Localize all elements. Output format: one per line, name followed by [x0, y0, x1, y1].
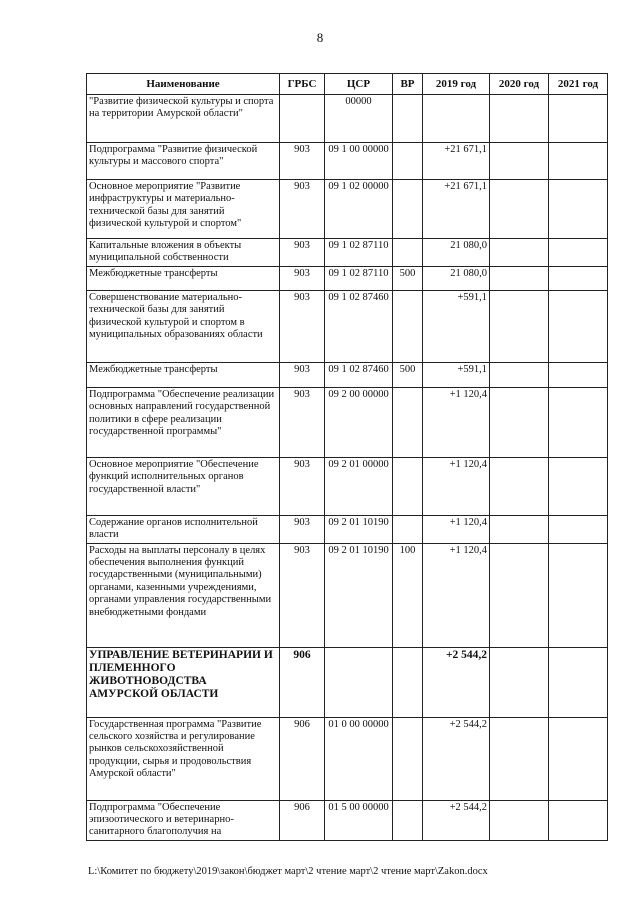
footer-file-path: L:\Комитет по бюджету\2019\закон\бюджет март\2 чтение март\2 чтение март\Zakon.docx	[88, 866, 488, 877]
row-vr-cell: 500	[393, 362, 423, 387]
row-2019-cell: +1 120,4	[423, 515, 490, 543]
table-row	[87, 800, 608, 840]
budget-table	[86, 73, 608, 841]
row-name-cell: Подпрограмма "Развитие физической культуры и массового спорта"	[87, 143, 280, 180]
row-2020-cell	[490, 290, 549, 362]
row-grbs-cell: 903	[280, 387, 325, 457]
row-2019-cell: +591,1	[423, 362, 490, 387]
row-vr-cell	[393, 717, 423, 800]
row-grbs-cell: 903	[280, 362, 325, 387]
header-2021: 2021 год	[549, 74, 608, 95]
table-row	[87, 543, 608, 647]
row-vr-cell	[393, 457, 423, 515]
row-name-cell: Основное мероприятие "Развитие инфраструктуры и материально-технической базы для занятий физической культурой и спортом"	[87, 180, 280, 239]
row-csr-cell: 00000	[325, 95, 393, 143]
row-2021-cell	[549, 515, 608, 543]
row-vr-cell	[393, 180, 423, 239]
row-2021-cell	[549, 180, 608, 239]
row-name-cell: "Развитие физической культуры и спорта на территории Амурской области"	[87, 95, 280, 143]
row-2019-cell: +2 544,2	[423, 717, 490, 800]
table-row	[87, 266, 608, 290]
row-name-cell: Совершенствование материально-технической базы для занятий физической культурой и спортом в муниципальных образованиях области	[87, 290, 280, 362]
row-grbs-cell: 903	[280, 143, 325, 180]
row-2021-cell	[549, 95, 608, 143]
table-row	[87, 515, 608, 543]
row-csr-cell: 09 1 02 00000	[325, 180, 393, 239]
row-2020-cell	[490, 387, 549, 457]
row-grbs-cell: 903	[280, 543, 325, 647]
table-row	[87, 387, 608, 457]
row-2021-cell	[549, 800, 608, 840]
row-2020-cell	[490, 95, 549, 143]
row-name-cell: Содержание органов исполнительной власти	[87, 515, 280, 543]
row-2021-cell	[549, 543, 608, 647]
row-grbs-cell: 903	[280, 457, 325, 515]
row-2020-cell	[490, 457, 549, 515]
row-name-cell: Межбюджетные трансферты	[87, 266, 280, 290]
table-row	[87, 95, 608, 143]
row-vr-cell: 500	[393, 266, 423, 290]
header-csr: ЦСР	[325, 74, 393, 95]
row-2021-cell	[549, 387, 608, 457]
row-vr-cell	[393, 95, 423, 143]
row-csr-cell: 09 2 01 10190	[325, 543, 393, 647]
row-name-cell: Основное мероприятие "Обеспечение функций исполнительных органов государственной власти"	[87, 457, 280, 515]
row-2020-cell	[490, 180, 549, 239]
row-2021-cell	[549, 717, 608, 800]
row-csr-cell: 09 1 02 87110	[325, 266, 393, 290]
row-name-cell: УПРАВЛЕНИЕ ВЕТЕРИНАРИИ И ПЛЕМЕННОГО ЖИВОТНОВОДСТВА АМУРСКОЙ ОБЛАСТИ	[87, 647, 280, 717]
row-2021-cell	[549, 143, 608, 180]
table-row	[87, 143, 608, 180]
row-csr-cell: 09 1 02 87110	[325, 239, 393, 267]
table-body	[87, 95, 608, 841]
row-2019-cell: 21 080,0	[423, 239, 490, 267]
row-2020-cell	[490, 239, 549, 267]
row-2020-cell	[490, 266, 549, 290]
row-grbs-cell: 903	[280, 239, 325, 267]
table-row	[87, 239, 608, 267]
row-grbs-cell: 903	[280, 290, 325, 362]
row-grbs-cell: 903	[280, 180, 325, 239]
table-row	[87, 362, 608, 387]
table-row	[87, 647, 608, 717]
row-name-cell: Межбюджетные трансферты	[87, 362, 280, 387]
row-2019-cell: +2 544,2	[423, 800, 490, 840]
row-csr-cell: 01 0 00 00000	[325, 717, 393, 800]
row-2019-cell: +1 120,4	[423, 457, 490, 515]
row-2020-cell	[490, 717, 549, 800]
table-row	[87, 180, 608, 239]
row-vr-cell	[393, 800, 423, 840]
table-row	[87, 717, 608, 800]
row-name-cell: Государственная программа "Развитие сельского хозяйства и регулирование рынков сельскохозяйственной продукции, сырья и продовольствия Амурской области"	[87, 717, 280, 800]
row-csr-cell: 09 1 02 87460	[325, 290, 393, 362]
row-name-cell: Капитальные вложения в объекты муниципальной собственности	[87, 239, 280, 267]
row-2019-cell: +2 544,2	[423, 647, 490, 717]
row-2019-cell: +21 671,1	[423, 143, 490, 180]
row-grbs-cell	[280, 95, 325, 143]
row-name-cell: Расходы на выплаты персоналу в целях обеспечения выполнения функций государственными (муниципальными) органами, казенными учреждениями, органами управления государственными внебюджетными фондами	[87, 543, 280, 647]
row-2019-cell: +591,1	[423, 290, 490, 362]
row-2020-cell	[490, 543, 549, 647]
row-vr-cell	[393, 387, 423, 457]
row-2019-cell: 21 080,0	[423, 266, 490, 290]
header-name: Наименование	[87, 74, 280, 95]
row-vr-cell	[393, 239, 423, 267]
row-2020-cell	[490, 515, 549, 543]
row-vr-cell	[393, 143, 423, 180]
row-vr-cell	[393, 515, 423, 543]
row-2019-cell: +1 120,4	[423, 543, 490, 647]
row-2021-cell	[549, 647, 608, 717]
row-csr-cell: 09 1 00 00000	[325, 143, 393, 180]
row-2021-cell	[549, 266, 608, 290]
header-grbs: ГРБС	[280, 74, 325, 95]
row-2021-cell	[549, 290, 608, 362]
page-number: 8	[316, 30, 324, 45]
row-csr-cell: 09 2 00 00000	[325, 387, 393, 457]
row-2021-cell	[549, 239, 608, 267]
row-vr-cell: 100	[393, 543, 423, 647]
row-grbs-cell: 906	[280, 717, 325, 800]
table-row	[87, 290, 608, 362]
row-grbs-cell: 906	[280, 800, 325, 840]
row-2020-cell	[490, 800, 549, 840]
table-header-row	[87, 74, 608, 95]
row-csr-cell	[325, 647, 393, 717]
row-2020-cell	[490, 143, 549, 180]
row-grbs-cell: 903	[280, 515, 325, 543]
row-2021-cell	[549, 457, 608, 515]
header-vr: ВР	[393, 74, 423, 95]
header-2019: 2019 год	[423, 74, 490, 95]
row-vr-cell	[393, 647, 423, 717]
row-2019-cell: +1 120,4	[423, 387, 490, 457]
row-name-cell: Подпрограмма "Обеспечение эпизоотического и ветеринарно-санитарного благополучия на	[87, 800, 280, 840]
row-csr-cell: 09 1 02 87460	[325, 362, 393, 387]
header-2020: 2020 год	[490, 74, 549, 95]
row-2020-cell	[490, 647, 549, 717]
table-row	[87, 457, 608, 515]
row-csr-cell: 09 2 01 00000	[325, 457, 393, 515]
row-vr-cell	[393, 290, 423, 362]
row-2019-cell	[423, 95, 490, 143]
row-2021-cell	[549, 362, 608, 387]
row-2019-cell: +21 671,1	[423, 180, 490, 239]
row-name-cell: Подпрограмма "Обеспечение реализации основных направлений государственной политики в сфере реализации государственной программы"	[87, 387, 280, 457]
row-2020-cell	[490, 362, 549, 387]
row-csr-cell: 09 2 01 10190	[325, 515, 393, 543]
row-csr-cell: 01 5 00 00000	[325, 800, 393, 840]
row-grbs-cell: 903	[280, 266, 325, 290]
row-grbs-cell: 906	[280, 647, 325, 717]
